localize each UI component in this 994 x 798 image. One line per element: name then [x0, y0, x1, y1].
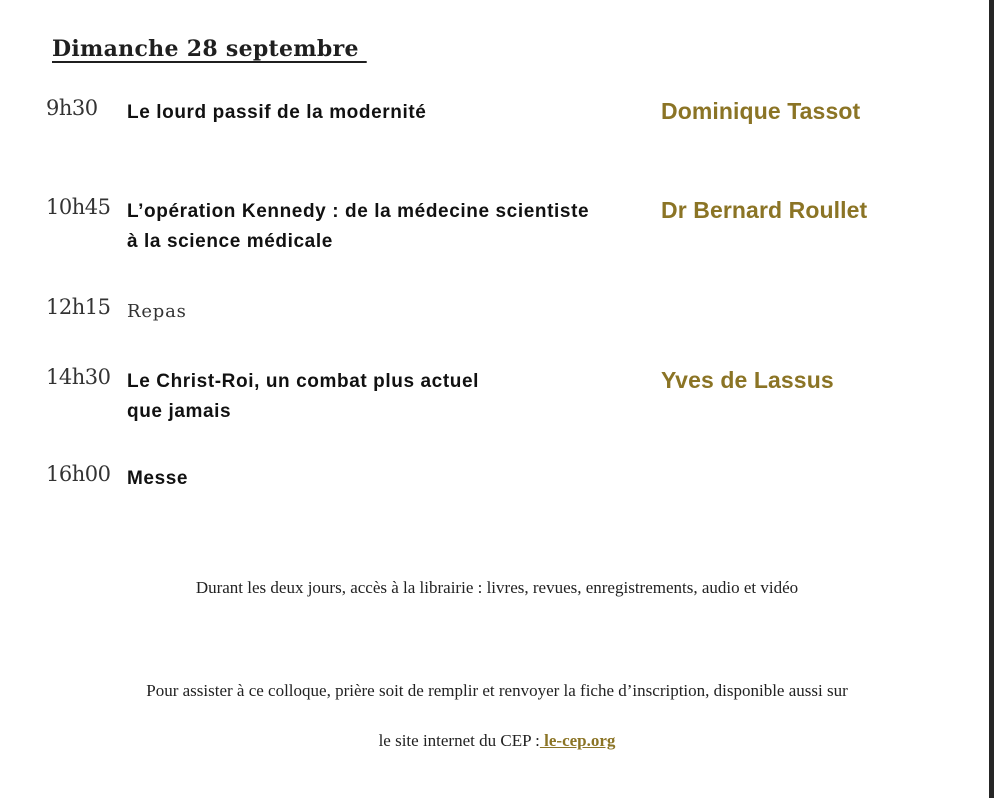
talk-title-line: L’opération Kennedy : de la médecine scientiste	[127, 201, 590, 222]
talk-title	[127, 464, 188, 494]
registration-note: Pour assister à ce colloque, prière soit de remplir et renvoyer la fiche d’inscription, disponible aussi sur	[146, 681, 848, 700]
schedule-time: 12h15	[46, 295, 111, 319]
talk-title-line: Repas	[127, 301, 187, 322]
site-link[interactable]: le-cep.org	[539, 731, 616, 750]
talk-title	[127, 297, 187, 327]
talk-title	[127, 197, 589, 257]
schedule-time: 10h45	[46, 195, 111, 219]
day-title: Dimanche 28 septembre	[52, 36, 367, 62]
talk-title-line: que jamais	[127, 401, 232, 422]
talk-title	[127, 98, 426, 128]
schedule-time: 14h30	[46, 365, 111, 389]
talk-title	[127, 367, 479, 427]
speaker-name: Dominique Tassot	[661, 98, 861, 124]
registration-site-prefix: le site internet du CEP :	[378, 731, 540, 750]
talk-title-line: Le lourd passif de la modernité	[127, 102, 427, 123]
speaker-name: Dr Bernard Roullet	[661, 197, 868, 223]
schedule-time: 9h30	[46, 96, 98, 120]
page-border	[989, 0, 994, 798]
speaker-name: Yves de Lassus	[661, 367, 834, 393]
schedule-time: 16h00	[46, 462, 111, 486]
registration-site-line	[0, 731, 994, 751]
talk-title-line: Messe	[127, 468, 189, 489]
talk-title-line: à la science médicale	[127, 231, 333, 252]
library-note: Durant les deux jours, accès à la librairie : livres, revues, enregistrements, audio et vidéo	[195, 578, 799, 597]
talk-title-line: Le Christ-Roi, un combat plus actuel	[127, 371, 480, 392]
